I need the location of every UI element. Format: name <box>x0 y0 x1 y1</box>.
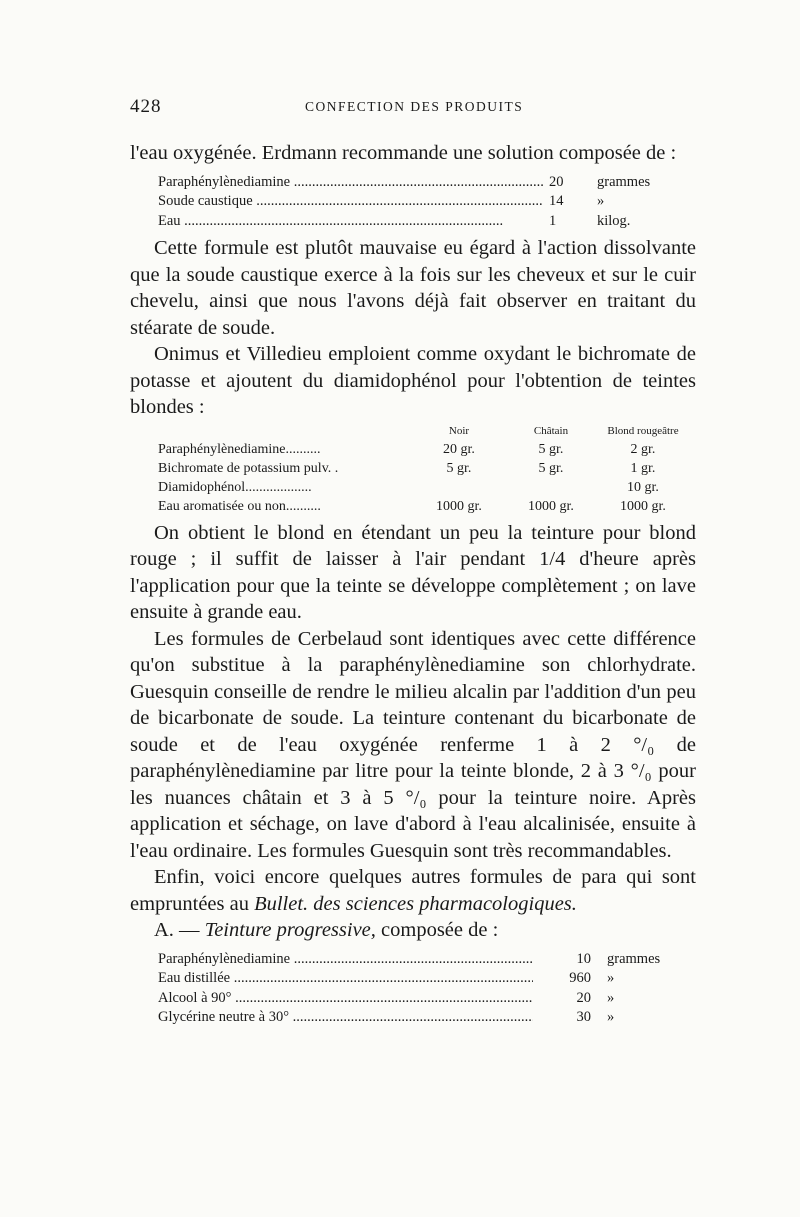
ingredient-unit: » <box>607 1009 615 1025</box>
ingredient-unit: grammes <box>597 173 651 190</box>
table-cell: 1000 gr. <box>436 498 482 514</box>
paragraph-enfin-text: Enfin, voici encore quelques autres formules de para qui sont empruntées au <box>130 866 696 915</box>
formula-a-end: composée de : <box>375 919 499 941</box>
ingredient-qty: 20 <box>549 173 564 190</box>
recipe-erdmann <box>158 173 688 232</box>
ingredient-name: Glycérine neutre à 30° ..... <box>158 1008 533 1028</box>
column-header: Châtain <box>533 424 569 437</box>
ingredient-unit: grammes <box>607 950 661 967</box>
bulletin-title: Bullet. des sciences pharmacologiques. <box>254 892 577 915</box>
paragraph-onimus: Onimus et Villedieu emploient comme oxydant le bichromate de potasse et ajoutent du diamidophénol pour l'obtention de teintes blondes : <box>130 343 696 418</box>
formula-a-prefix: A. — <box>154 919 205 941</box>
ingredient-unit: » <box>607 970 615 986</box>
table-cell: 1000 gr. <box>528 498 574 514</box>
table-row <box>158 497 703 516</box>
table-cell: 5 gr. <box>538 441 564 457</box>
ingredient-qty: 10 <box>576 950 591 967</box>
table-row-label: Eau aromatisée ou non.......... <box>158 498 321 514</box>
table-cell: 1000 gr. <box>620 498 666 514</box>
table-header-row <box>158 423 703 440</box>
table-row-label: Paraphénylènediamine.......... <box>158 441 321 457</box>
table-cell: 1 gr. <box>630 460 656 476</box>
paragraph-erdmann: l'eau oxygénée. Erdmann recommande une solution composée de : <box>130 142 677 164</box>
paragraph-blond: On obtient le blond en étendant un peu la teinture pour blond rouge ; il suffit de laisser à l'air pendant 1/4 d'heure après l'application pour que la teinte se développe complètement ; on lave ensuite à grande eau. <box>130 521 696 623</box>
recipe-row <box>158 192 688 212</box>
ingredient-qty: 20 <box>576 989 591 1006</box>
ingredient-name: Alcool à 90° ..... <box>158 989 533 1009</box>
recipe-row <box>158 989 688 1009</box>
recipe-row <box>158 969 688 989</box>
page-header <box>130 96 688 124</box>
ingredient-name: Paraphénylènediamine ..... <box>158 950 533 970</box>
ingredient-name: Eau ..... <box>158 212 543 232</box>
recipe-row <box>158 173 688 193</box>
paragraph-formula-a <box>130 917 696 944</box>
table-row <box>158 478 703 497</box>
ingredient-unit: » <box>607 989 615 1006</box>
table-cell: 5 gr. <box>446 460 472 476</box>
paragraph-critique: Cette formule est plutôt mauvaise eu égard à l'action dissolvante que la soude caustique exerce à la fois sur les cheveux et sur le cuir chevelu, ainsi que nous l'avons déjà fait observer en traitant du stéarate de soude. <box>130 237 696 339</box>
paragraph-enfin <box>130 864 696 917</box>
ingredient-name: Soude caustique ..... <box>158 192 543 212</box>
running-title: CONFECTION DES PRODUITS <box>305 99 524 114</box>
column-header: Noir <box>448 424 470 437</box>
ingredient-qty: 14 <box>549 193 564 209</box>
ingredient-qty: 1 <box>549 212 557 229</box>
page-number: 428 <box>130 96 162 117</box>
formula-a-title: Teinture progressive, <box>204 919 376 941</box>
ingredient-unit: » <box>597 193 605 209</box>
table-cell: 2 gr. <box>630 441 656 457</box>
formula-table <box>158 423 703 516</box>
ingredient-name: Paraphénylènediamine ..... <box>158 173 543 193</box>
table-row <box>158 440 703 459</box>
recipe-teinture-progressive <box>158 950 688 1028</box>
table-row-label: Bichromate de potassium pulv. . <box>158 460 339 476</box>
table-cell: 5 gr. <box>538 460 564 476</box>
table-cell: 10 gr. <box>627 479 659 495</box>
ingredient-name: Eau distillée ..... <box>158 969 533 989</box>
table-row <box>158 459 703 478</box>
recipe-row <box>158 212 688 232</box>
ingredient-qty: 30 <box>576 1009 591 1025</box>
page-body <box>130 140 696 1032</box>
ingredient-unit: kilog. <box>597 212 631 229</box>
recipe-row <box>158 1008 688 1028</box>
table-row-label: Diamidophénol................... <box>158 479 312 495</box>
recipe-row <box>158 950 688 970</box>
paragraph-cerbelaud: Les formules de Cerbelaud sont identiques avec cette différence qu'on substitue à la paraphénylènediamine son chlorhydrate. Guesquin conseille de rendre le milieu alcalin par l'addition d'un peu de bicarbonate de soude. La teinture contenant du bicarbonate de soude et de l'eau oxygénée renferme 1 à 2 °/₀ de paraphénylènediamine par litre pour la teinte blonde, 2 à 3 °/₀ pour les nuances châtain et 3 à 5 °/₀ pour la teinture noire. Après application et séchage, on lave d'abord à l'eau alcalinisée, ensuite à l'eau ordinaire. Les formules Guesquin sont très recommandables. <box>130 627 696 862</box>
table-cell: 20 gr. <box>443 441 475 457</box>
column-header: Blond rougeâtre <box>607 424 679 437</box>
ingredient-qty: 960 <box>569 970 591 986</box>
